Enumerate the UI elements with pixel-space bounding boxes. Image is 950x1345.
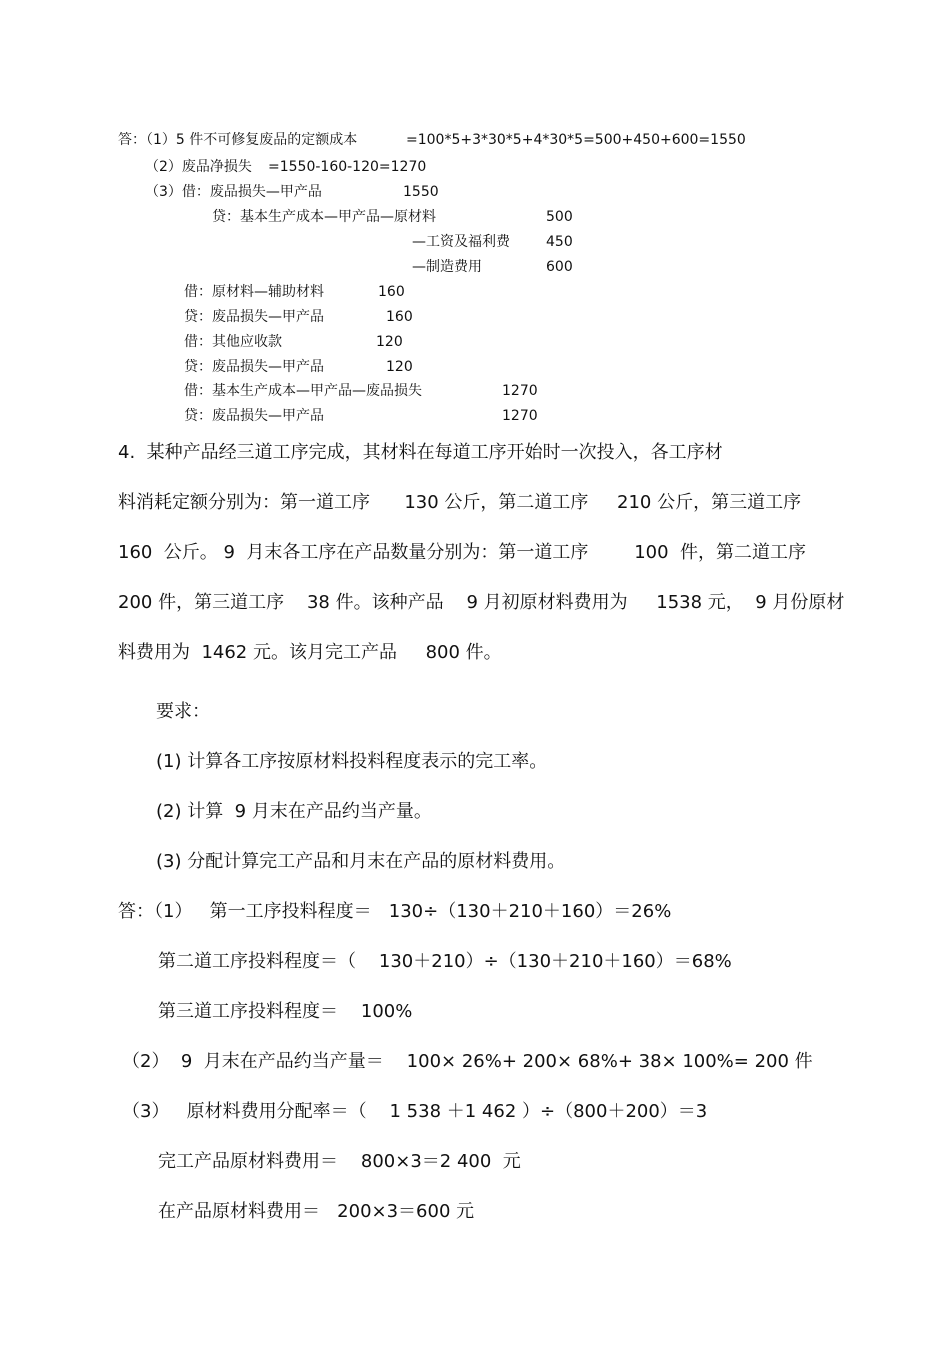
answer4-line: 答：（1） 第一工序投料程度＝ 130÷（130＋210＋160）＝26% xyxy=(118,901,672,922)
credit-wage-value: 450 xyxy=(546,234,573,250)
journal-entry-value: 160 xyxy=(386,309,413,325)
answer4-line: 第二道工序投料程度＝（ 130＋210）÷（130＋210＋160）＝68% xyxy=(158,951,732,972)
journal-entry-value: 160 xyxy=(378,284,405,300)
credit-overhead: —制造费用 xyxy=(412,259,482,275)
answer4-line: 完工产品原材料费用＝ 800×3＝2 400 元 xyxy=(158,1151,521,1172)
answer3-line2-label: （2）废品净损失 xyxy=(145,159,252,175)
answer3-line1-label: 答：（1）5 件不可修复废品的定额成本 xyxy=(118,132,358,148)
requirement-item: (3) 分配计算完工产品和月末在产品的原材料费用。 xyxy=(156,851,566,872)
journal-entry-label: 贷：废品损失—甲产品 xyxy=(184,359,324,375)
credit-raw-material-value: 500 xyxy=(546,209,573,225)
requirement-item: (1) 计算各工序按原材料投料程度表示的完工率。 xyxy=(156,751,548,772)
credit-wage: —工资及福利费 xyxy=(412,234,510,250)
answer3-line3-value: 1550 xyxy=(403,184,439,200)
answer4-line: （2） 9 月末在产品约当产量＝ 100× 26%+ 200× 68%+ 38× 100%= 200 件 xyxy=(122,1051,813,1072)
journal-entry-label: 贷：废品损失—甲产品 xyxy=(184,408,324,424)
credit-overhead-value: 600 xyxy=(546,259,573,275)
answer3-line1-value: =100*5+3*30*5+4*30*5=500+450+600=1550 xyxy=(406,132,746,148)
credit-raw-material: 贷：基本生产成本—甲产品—原材料 xyxy=(212,209,436,225)
problem4-text-line: 4. 某种产品经三道工序完成，其材料在每道工序开始时一次投入，各工序材 xyxy=(118,442,723,463)
requirements-title: 要求： xyxy=(156,701,210,722)
journal-entry-value: 120 xyxy=(386,359,413,375)
journal-entry-label: 借：原材料—辅助材料 xyxy=(184,284,324,300)
journal-entry-value: 1270 xyxy=(502,408,538,424)
requirement-item: (2) 计算 9 月末在产品约当产量。 xyxy=(156,801,432,822)
problem4-text-line: 料费用为 1462 元。该月完工产品 800 件。 xyxy=(118,642,502,663)
problem4-text-line: 160 公斤。 9 月末各工序在产品数量分别为：第一道工序 100 件，第二道工序 xyxy=(118,542,806,563)
journal-entry-label: 借：其他应收款 xyxy=(184,334,282,350)
answer3-line3-label: （3）借：废品损失—甲产品 xyxy=(145,184,322,200)
journal-entry-value: 120 xyxy=(376,334,403,350)
problem4-text-line: 200 件，第三道工序 38 件。该种产品 9 月初原材料费用为 1538 元， 9 月份原材 xyxy=(118,592,845,613)
answer3-line2-value: =1550-160-120=1270 xyxy=(268,159,427,175)
journal-entry-label: 贷：废品损失—甲产品 xyxy=(184,309,324,325)
journal-entry-value: 1270 xyxy=(502,383,538,399)
answer4-line: 在产品原材料费用＝ 200×3＝600 元 xyxy=(158,1201,475,1222)
journal-entry-label: 借：基本生产成本—甲产品—废品损失 xyxy=(184,383,422,399)
answer4-line: 第三道工序投料程度＝ 100% xyxy=(158,1001,413,1022)
answer4-line: （3） 原材料费用分配率＝（ 1 538 ＋1 462 ）÷（800＋200）＝3 xyxy=(122,1101,708,1122)
problem4-text-line: 料消耗定额分别为：第一道工序 130 公斤，第二道工序 210 公斤，第三道工序 xyxy=(118,492,802,513)
